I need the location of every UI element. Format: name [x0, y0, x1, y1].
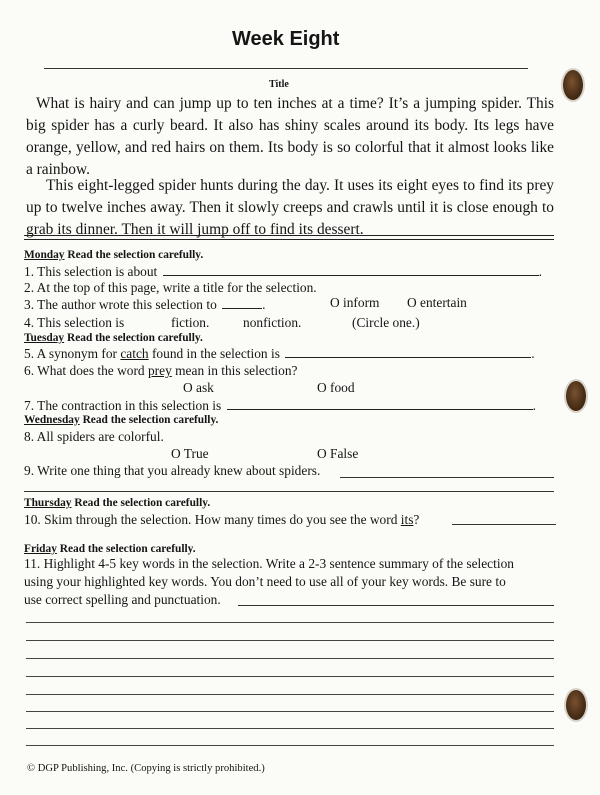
wednesday-instruction: Read the selection carefully. [82, 414, 219, 426]
question-5-text-a: 5. A synonym for [24, 346, 117, 361]
monday-day: Monday [24, 249, 65, 261]
tuesday-heading [24, 332, 203, 344]
question-8: 8. All spiders are colorful. [24, 429, 164, 444]
question-6-word: prey [147, 363, 172, 378]
thursday-day: Thursday [24, 497, 72, 509]
question-6-option-food[interactable]: O food [317, 380, 355, 395]
question-1-text: 1. This selection is about [24, 264, 158, 279]
question-10-text-b: ? [413, 512, 420, 527]
question-10-word: its [400, 512, 414, 527]
question-4-option-fiction[interactable]: fiction. [171, 315, 210, 330]
answer-line[interactable] [26, 694, 554, 695]
question-6-text-a: 6. What does the word [24, 363, 145, 378]
passage-paragraph-1: What is hairy and can jump up to ten inches at a time? It’s a jumping spider. This big spider has a curly beard. It also has shiny scales around its body. Its legs have orange, yellow, and red hairs on them. Its body is so colorful that it almost looks like a rainbow. [26, 95, 554, 178]
wednesday-heading [24, 414, 218, 426]
tuesday-instruction: Read the selection carefully. [66, 332, 203, 344]
question-9-text: 9. Write one thing that you already knew about spiders. [24, 463, 321, 478]
thursday-heading [24, 497, 210, 509]
question-3-answer-line[interactable] [222, 308, 262, 309]
question-3: 3. The author wrote this selection to . [24, 297, 266, 312]
question-6-option-ask[interactable]: O ask [183, 380, 214, 395]
title-answer-line[interactable] [44, 68, 528, 69]
question-8-option-true[interactable]: O True [171, 446, 209, 461]
question-4: 4. This selection is [24, 315, 125, 330]
monday-heading [24, 249, 203, 261]
friday-instruction: Read the selection carefully. [59, 543, 196, 555]
question-7: 7. The contraction in this selection is . [24, 398, 536, 413]
question-1-answer-line[interactable] [163, 275, 539, 276]
question-3-option-entertain[interactable]: O entertain [407, 295, 467, 310]
question-11-line-3: use correct spelling and punctuation. [24, 592, 221, 607]
tuesday-day: Tuesday [24, 332, 65, 344]
binder-hole-top [563, 70, 583, 100]
question-5-word: catch [120, 346, 149, 361]
question-4-option-nonfiction[interactable]: nonfiction. [243, 315, 302, 330]
question-8-option-false[interactable]: O False [317, 446, 359, 461]
passage-paragraph-2: This eight-legged spider hunts during the day. It uses its eight eyes to find its prey up to twelve inches away. Then it slowly creeps and crawls until it is close enough to grab its dinner. Then it will jump off to find its dessert. [26, 177, 554, 238]
question-1: 1. This selection is about . [24, 264, 542, 279]
question-5-text-b: found in the selection is [151, 346, 280, 361]
page-title: Week Eight [232, 28, 340, 50]
binder-hole-middle [566, 381, 586, 411]
passage-divider-2 [24, 239, 554, 240]
thursday-instruction: Read the selection carefully. [74, 497, 211, 509]
title-label: Title [269, 79, 289, 90]
question-11-line-1: 11. Highlight 4-5 key words in the selection. Write a 2-3 sentence summary of the selection [24, 556, 514, 571]
question-4-note: (Circle one.) [352, 315, 420, 330]
wednesday-day: Wednesday [24, 414, 80, 426]
binder-hole-bottom [566, 690, 586, 720]
question-7-text: 7. The contraction in this selection is [24, 398, 222, 413]
answer-line[interactable] [26, 676, 554, 677]
question-10-text-a: 10. Skim through the selection. How many times do you see the word [24, 512, 398, 527]
answer-line[interactable] [26, 711, 554, 712]
question-10 [24, 512, 419, 528]
question-11-line-2: using your highlighted key words. You don’t need to use all of your key words. Be sure to [24, 574, 506, 589]
answer-line[interactable] [26, 640, 554, 641]
answer-line[interactable] [26, 658, 554, 659]
question-6-text-b: mean in this selection? [175, 363, 298, 378]
question-2: 2. At the top of this page, write a title for the selection. [24, 280, 317, 295]
question-10-answer-line[interactable] [452, 524, 556, 525]
question-9 [24, 463, 320, 479]
question-11-answer-line-0[interactable] [238, 605, 554, 606]
passage-divider [24, 235, 554, 236]
question-6 [24, 363, 297, 379]
monday-instruction: Read the selection carefully. [67, 249, 204, 261]
question-9-answer-line-2[interactable] [24, 491, 554, 492]
friday-day: Friday [24, 543, 57, 555]
copyright-notice: © DGP Publishing, Inc. (Copying is strictly prohibited.) [27, 763, 265, 774]
question-5-answer-line[interactable] [285, 357, 531, 358]
question-5: 5. A synonym for catch found in the selection is . [24, 346, 535, 361]
question-9-answer-line-1[interactable] [340, 477, 554, 478]
question-7-answer-line[interactable] [227, 409, 533, 410]
answer-line[interactable] [26, 622, 554, 623]
question-3-text: 3. The author wrote this selection to [24, 297, 217, 312]
question-3-option-inform[interactable]: O inform [330, 295, 380, 310]
answer-line[interactable] [26, 728, 554, 729]
answer-line[interactable] [26, 745, 554, 746]
friday-heading [24, 543, 196, 555]
